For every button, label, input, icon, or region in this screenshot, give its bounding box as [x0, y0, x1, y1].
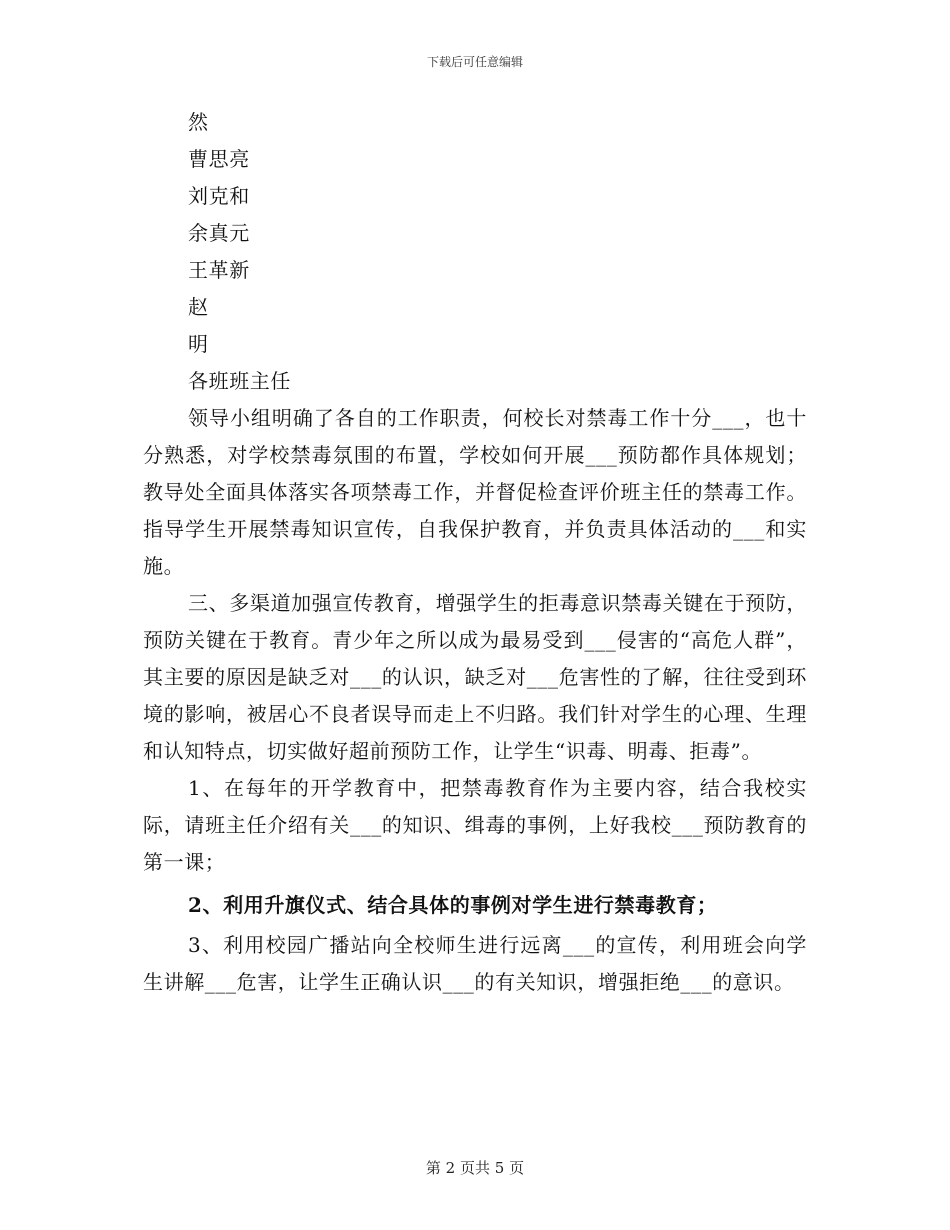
list-item: 余真元 — [188, 221, 250, 245]
document-body — [143, 104, 807, 1001]
list-item: 曹思亮 — [188, 147, 250, 171]
list-item: 王革新 — [188, 258, 250, 282]
paragraph-leadership-duties: 领导小组明确了各自的工作职责，何校长对禁毒工作十分___，也十分熟悉，对学校禁毒氛围的布置，学校如何开展___预防都作具体规划；教导处全面具体落实各项禁毒工作，并督促检查评价班主任的禁毒工作。指导学生开展禁毒知识宣传，自我保护教育，并负责具体活动的___和实施。 — [143, 406, 807, 578]
list-item: 明 — [188, 332, 209, 356]
list-item: 赵 — [188, 295, 209, 319]
paragraph-item-1: 1、在每年的开学教育中，把禁毒教育作为主要内容，结合我校实际，请班主任介绍有关___的知识、缉毒的事例，上好我校___预防教育的第一课； — [143, 776, 807, 874]
list-item: 刘克和 — [188, 184, 250, 208]
name-list — [143, 104, 807, 400]
list-item: 然 — [188, 110, 209, 134]
paragraph-item-3: 3、利用校园广播站向全校师生进行远离___的宣传，利用班会向学生讲解___危害，让学生正确认识___的有关知识，增强拒绝___的意识。 — [143, 933, 807, 994]
page-header: 下载后可任意编辑 — [426, 55, 523, 69]
list-item: 各班班主任 — [188, 369, 291, 393]
page-number: 第 2 页共 5 页 — [425, 1159, 525, 1177]
paragraph-item-2: 2、利用升旗仪式、结合具体的事例对学生进行禁毒教育； — [188, 893, 718, 917]
paragraph-section-three: 三、多渠道加强宣传教育，增强学生的拒毒意识禁毒关键在于预防，预防关键在于教育。青少年之所以成为最易受到___侵害的“高危人群”，其主要的原因是缺乏对___的认识，缺乏对___危害性的了解，往往受到环境的影响，被居心不良者误导而走上不归路。我们针对学生的心理、生理和认知特点，切实做好超前预防工作，让学生“识毒、明毒、拒毒”。 — [143, 591, 807, 763]
